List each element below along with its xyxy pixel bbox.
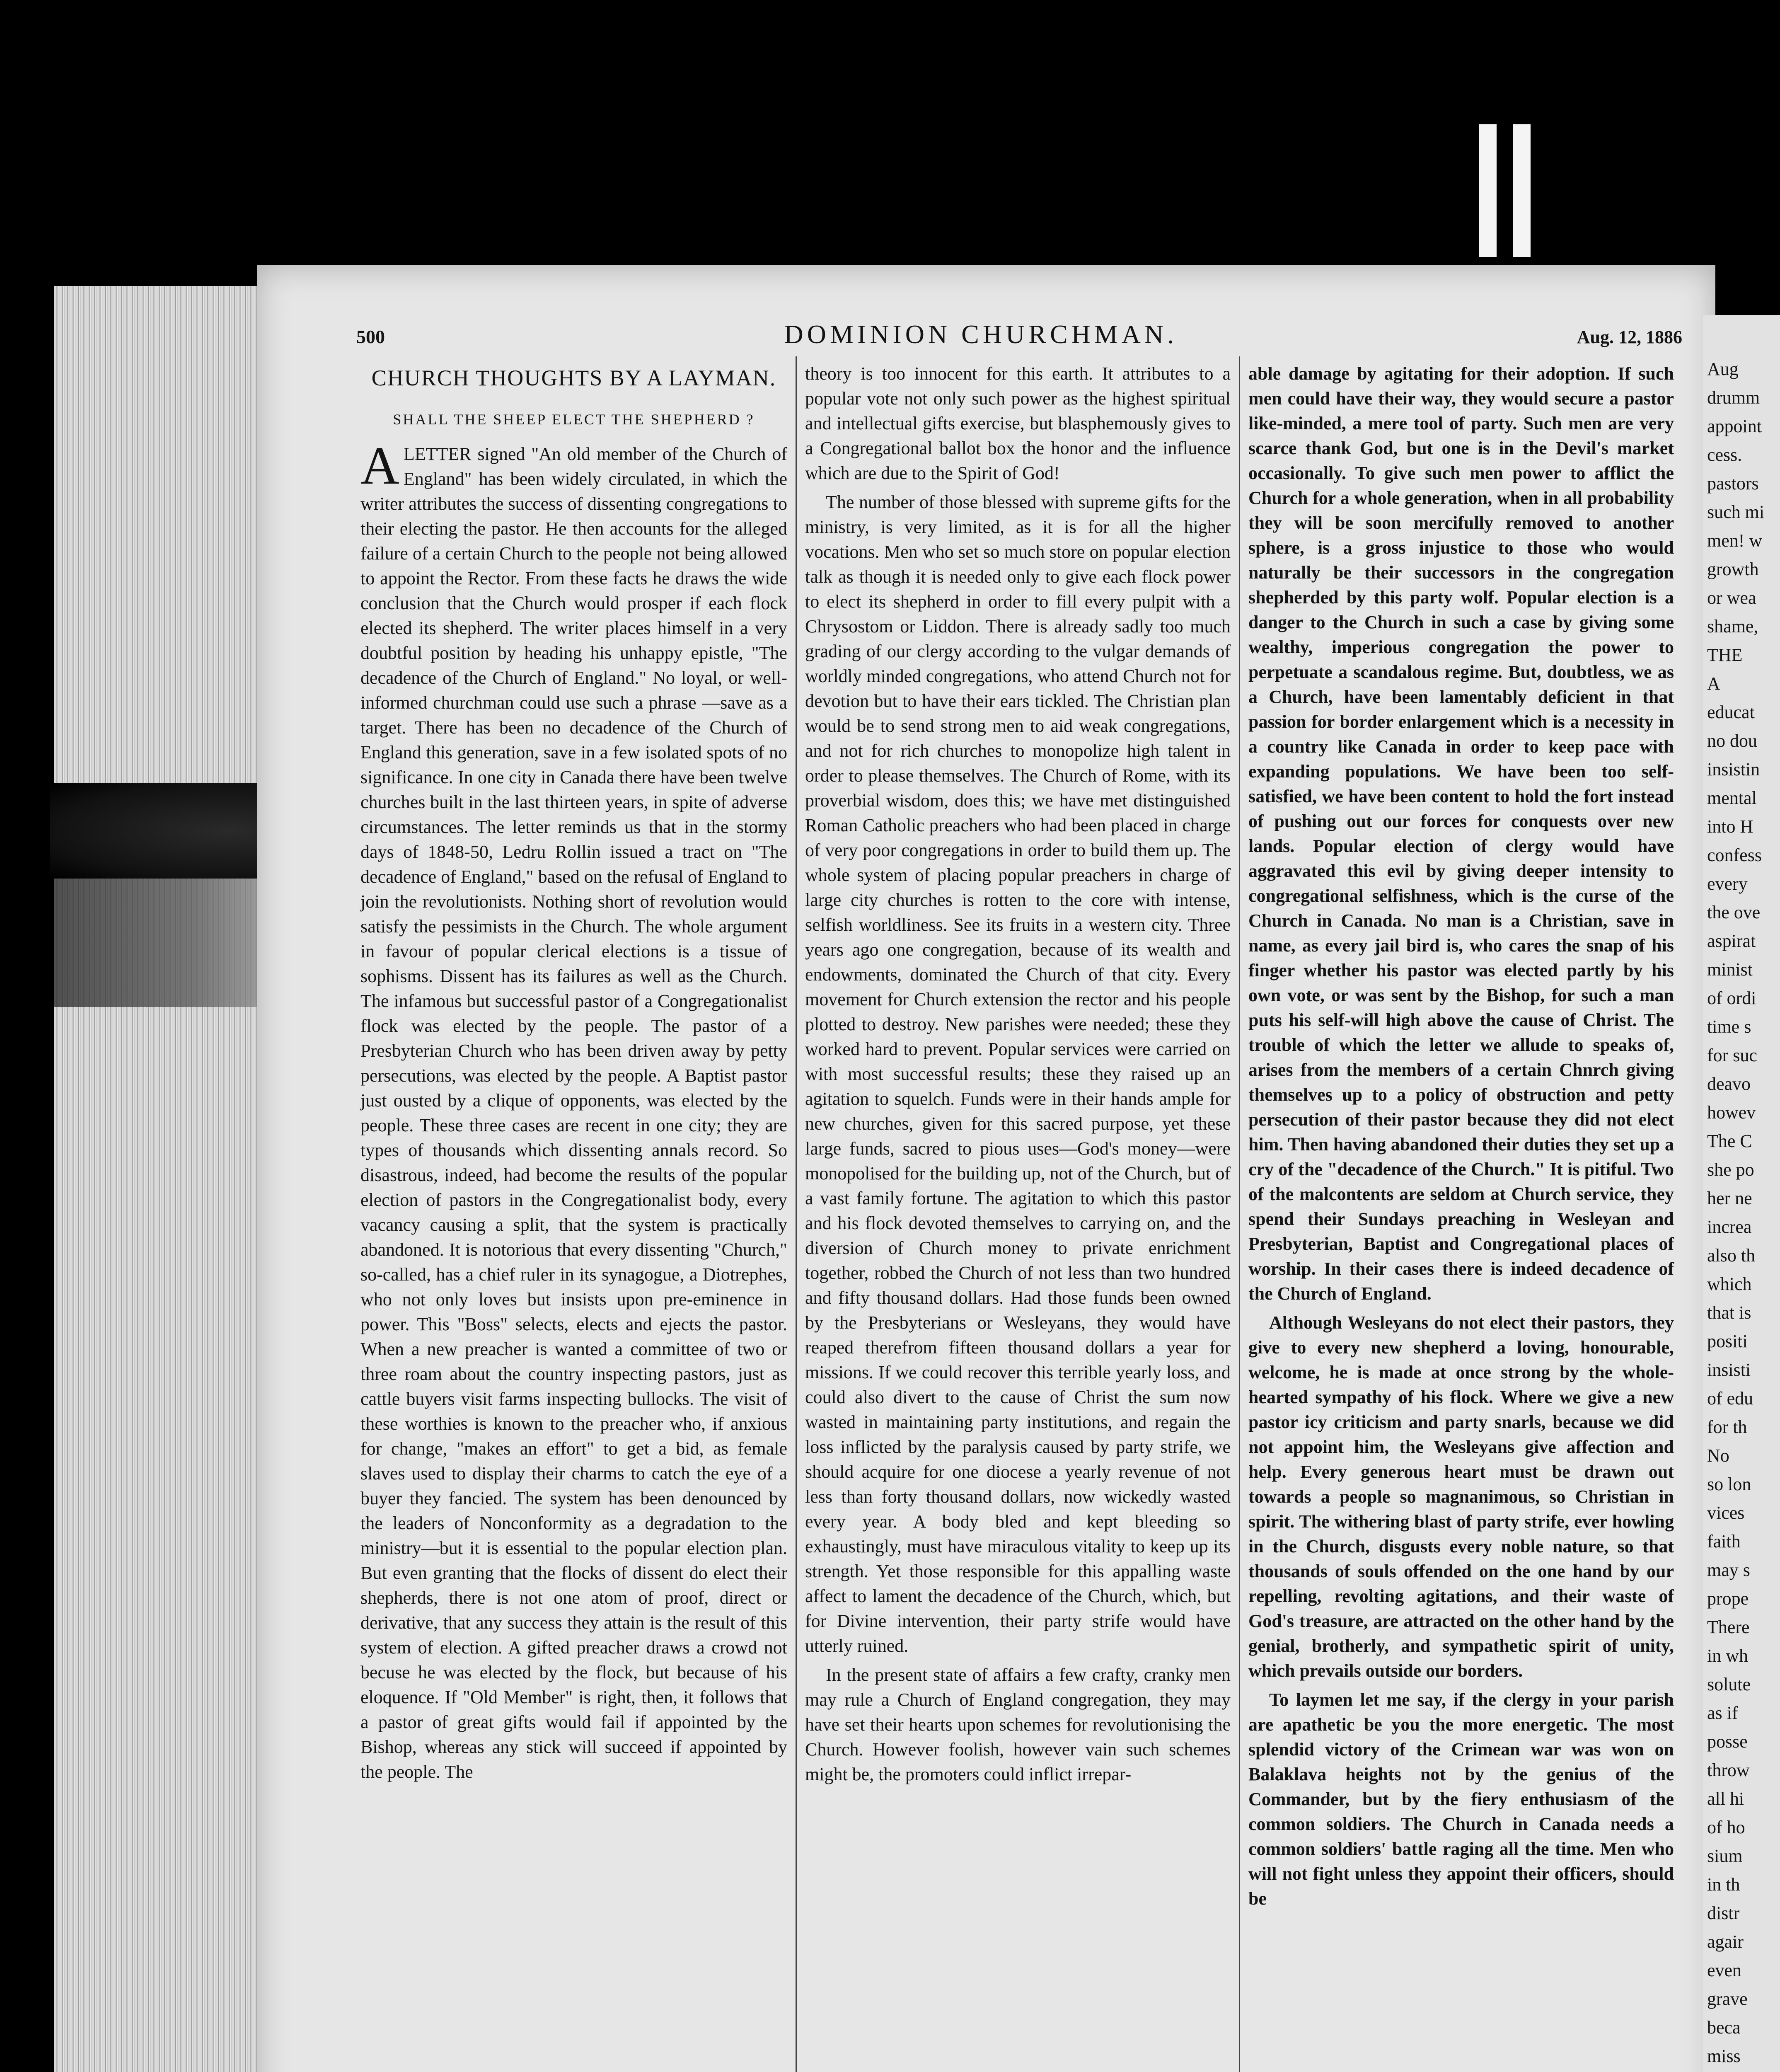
facing-page-edge	[1703, 315, 1780, 2072]
facing-page-fragment: Aug	[1707, 359, 1739, 379]
facing-page-fragment: confess	[1707, 845, 1762, 865]
facing-page-fragment: A	[1707, 673, 1720, 694]
facing-page-fragment: that is	[1707, 1302, 1751, 1323]
facing-page-fragment: distr	[1707, 1903, 1740, 1923]
facing-page-fragment: howev	[1707, 1102, 1756, 1123]
facing-page-fragment: vices	[1707, 1503, 1745, 1523]
facing-page-fragment: deavo	[1707, 1074, 1751, 1094]
facing-page-fragment: so lon	[1707, 1474, 1751, 1494]
facing-page-fragment: positi	[1707, 1331, 1748, 1351]
facing-page-fragment: insistin	[1707, 759, 1760, 779]
page-number: 500	[356, 326, 385, 347]
facing-page-fragment: in th	[1707, 1874, 1740, 1895]
facing-page-fragment: also th	[1707, 1245, 1756, 1266]
article-columns	[352, 356, 1684, 2072]
facing-page-fragment: miss	[1707, 2046, 1741, 2066]
book-page-edges	[54, 286, 269, 2072]
facing-page-fragment: men! w	[1707, 530, 1763, 551]
facing-page-fragment: minist	[1707, 959, 1753, 980]
running-head	[356, 319, 1682, 352]
facing-page-fragment: solute	[1707, 1674, 1751, 1694]
article-title: CHURCH THOUGHTS BY A LAYMAN.	[371, 366, 776, 390]
facing-page-fragment: increa	[1707, 1217, 1752, 1237]
facing-page-fragment: every	[1707, 874, 1748, 894]
facing-page-fragment: educat	[1707, 702, 1755, 722]
facing-page-fragment: of ordi	[1707, 988, 1756, 1008]
drop-cap: A	[360, 436, 399, 496]
paragraph: Although Wesleyans do not elect their pastors, they give to every new shepherd a loving, honourable, welcome, he is made at once strong by the whole-hearted sympathy of his flock. Where we give a new pastor icy criticism and party snarls, because we did not appoint him, the Wesleyans give affection and help. Every generous heart must be drawn out towards a people so magnanimous, so Christian in spirit. The withering blast of party strife, ever howling in the Church, disgusts every noble nature, so that thousands of souls offended on the one hand by our repelling, revolting agitations, and their waste of God's treasure, are attracted on the other hand by the genial, brotherly, and sympathetic spirit of unity, which prevails outside our borders.	[1248, 1312, 1674, 1681]
paragraph: The number of those blessed with supreme gifts for the ministry, is very limited, as it is for all the higher vocations. Men who set so much store on popular election talk as though it is needed only to give each flock power to elect its shepherd in order to fill every pulpit with a Chrysostom or Liddon. There is already sadly too much grading of our clergy according to the vulgar demands of worldly minded congregations, who attend Church not for devotion but to have their ears tickled. The Christian plan would be to send strong men to aid weak congregations, and not for rich churches to monopolize high talent in order to please themselves. The Church of Rome, with its proverbial wisdom, does this; we have met distinguished Roman Catholic preachers who had been placed in charge of very poor congregations in order to build them up. The whole system of placing popular preachers in charge of large city churches is rotten to the core with intense, selfish worldliness. See its fruits in a western city. Three years ago one congregation, because of its wealth and endowments, dominated the Church of that city. Every movement for Church extension the rector and his people plotted to destroy. New parishes were needed; these they worked hard to prevent. Popular services were carried on with most successful results; these they raised up an agitation to squelch. Funds were in their hands ample for new churches, given for this sacred purpose, yet these large funds, sacred to pious uses—God's money—were monopolised for the building up, not of the Church, but of a vast family fortune. The agitation to which this pastor and his flock devoted themselves to carrying on, and the diversion of Church money to private enrichment together, robbed the Church of not less than two hundred and fifty thousand dollars. Had those funds been owned by the Presbyterians or Wesleyans, they would have reaped therefrom fifteen thousand dollars a year for missions. If we could recover this terrible yearly loss, and could also divert to the cause of Christ the sum now wasted in maintaining party institutions, and regain the loss inflicted by the paralysis caused by party strife, we should acquire for one diocese a yearly revenue of not less than forty thousand dollars, now wickedly wasted every year. A body bled and kept bleeding so exhaustingly, must have miraculous vitality to keep up its strength. Yet those responsible for this appalling waste affect to lament the decadence of the Church, which, but for Divine intervention, their party strife would have utterly ruined.	[805, 492, 1231, 1656]
facing-page-fragment: no dou	[1707, 731, 1757, 751]
scanner-marker-top	[1479, 124, 1537, 257]
facing-page-fragment: agair	[1707, 1932, 1744, 1952]
facing-page-fragment: of edu	[1707, 1388, 1753, 1409]
facing-page-fragment: drumm	[1707, 387, 1760, 408]
paragraph: ALETTER signed "An old member of the Church of England" has been widely circulated, in which the writer attributes the success of dissenting congregations to their electing the pastor. He then accounts for the alleged failure of a certain Church to the people not being allowed to appoint the Rector. From these facts he draws the wide conclusion that the Church would prosper if each flock elected its shepherd. The writer places himself in a very doubtful position by heading his unhappy epistle, "The decadence of the Church of England." No loyal, or well-informed churchman could use such a phrase —save as a target. There has been no decadence of the Church of England this generation, save in a few isolated spots of no significance. In one city in Canada there have been twelve churches built in the last thirteen years, in spite of adverse circumstances. The letter reminds us that in the stormy days of 1848-50, Ledru Rollin issued a tract on "The decadence of England," based on the refusal of England to join the revolutionists. Nothing short of revolution would satisfy the pessimists in the Church. The whole argument in favour of popular clerical elections is a tissue of sophisms. Dissent has its failures as well as the Church. The infamous but successful pastor of a Congregationalist flock was elected by the people. The pastor of a Presbyterian Church who has been driven away by petty persecutions, was elected by the people. A Baptist pastor just ousted by a clique of opponents, was elected by the people. These three cases are recent in one city; they are types of thousands which dissenting annals record. So disastrous, indeed, had become the results of the popular election of pastors in the Congregationalist body, every vacancy causing a split, that the system is practically abandoned. It is notorious that every dissenting "Church," so-called, has a chief ruler in its synagogue, a Diotrephes, who not only loves but insists upon pre-eminence in power. This "Boss" selects, elects and ejects the pastor. When a new preacher is wanted a committee of two or three roam about the country inspecting pastors, just as cattle buyers visit farms inspecting bullocks. The visit of these worthies is known to the preacher who, if anxious for change, "makes an effort" to get a bid, as female slaves used to display their charms to catch the eye of a buyer they fancied. The system has been denounced by the leaders of Nonconformity as a degradation to the ministry—but it is essential to the popular election plan. But even granting that the flocks of dissent do elect their shepherds, there is not one atom of proof, direct or derivative, that any success they attain is the result of this system of election. A gifted preacher draws a crowd not becuse he was elected by the flock, but because of his eloquence. If "Old Member" is right, then, it follows that a pastor of great gifts would fail if appointed by the Bishop, whereas any stick will succeed if appointed by the people. The	[360, 436, 787, 1782]
facing-page-fragment: growth	[1707, 559, 1759, 579]
paragraph: theory is too innocent for this earth. It attributes to a popular vote not only such power as the highest spiritual and intellectual gifts exercise, but blasphemously gives to a Congregational ballot box the honor and the influence which are due to the Spirit of God!	[805, 363, 1231, 483]
facing-page-fragment: even	[1707, 1960, 1742, 1980]
facing-page-fragment: insisti	[1707, 1360, 1751, 1380]
facing-page-fragment: for th	[1707, 1417, 1747, 1437]
facing-page-fragment: shame,	[1707, 616, 1758, 637]
facing-page-fragment: aspirat	[1707, 931, 1756, 951]
paragraph: In the present state of affairs a few crafty, cranky men may rule a Church of England congregation, they may have set their hearts upon schemes for revolutionising the Church. However foolish, however vain such schemes might be, the promoters could inflict irrepar-	[805, 1665, 1231, 1784]
facing-page-fragment: time s	[1707, 1017, 1751, 1037]
facing-page-fragment: the ove	[1707, 902, 1761, 922]
facing-page-fragment: sium	[1707, 1846, 1743, 1866]
facing-page-fragment: her ne	[1707, 1188, 1752, 1208]
facing-page-fragment: appoint	[1707, 416, 1762, 436]
facing-page-fragment: all hi	[1707, 1789, 1744, 1809]
facing-page-fragment: cess.	[1707, 445, 1742, 465]
facing-page-fragment: No	[1707, 1445, 1729, 1466]
facing-page-fragment: may s	[1707, 1560, 1750, 1580]
paragraph: able damage by agitating for their adoption. If such men could have their way, they would secure a pastor like-minded, a mere tool of party. Such men are very scarce thank God, but one is in the Devil's market occasionally. To give such men power to afflict the Church for a whole generation, when in all probability they will be soon mercifully removed to another sphere, is a gross injustice to those who would naturally be their successors in the congregation shepherded by this party wolf. Popular election is a danger to the Church in such a case by giving some wealthy, imperious congregation the power to perpetuate a scandalous regime. But, doubtless, we as a Church, have been lamentably deficient in that passion for border enlargement which is a necessity in a country like Canada in order to keep pace with expanding populations. We have been too self-satisfied, we have been content to hold the fort instead of pushing out our forces for conquests over new lands. Popular election of clergy would have aggravated this evil by giving deeper intensity to congregational selfishness, which is the curse of the Church in Canada. No man is a Christian, save in name, as every jail bird is, who cares the snap of his finger whether his pastor was elected partly by his own vote, or was sent by the Bishop, for such a man puts his self-will high above the cause of Christ. The trouble of which the letter we allude to speaks of, arises from the members of a certain Chnrch giving themselves up to a policy of obstruction and petty persecution of their pastor because they did not elect him. Then having abandoned their duties they set up a cry of the "decadence of the Church." It is pitiful. Two of the malcontents are seldom at Church service, they spend their Sundays preaching in Wesleyan and Presbyterian, Baptist and Congregational places of worship. In their cases there is indeed decadence of the Church of England.	[1248, 363, 1674, 1304]
facing-page-fragment: or wea	[1707, 588, 1756, 608]
facing-page-fragment: faith	[1707, 1531, 1741, 1552]
issue-date: Aug. 12, 1886	[1577, 327, 1682, 347]
facing-page-fragment: throw	[1707, 1760, 1750, 1780]
facing-page-fragment: posse	[1707, 1731, 1748, 1752]
facing-page-fragment: prope	[1707, 1588, 1749, 1609]
facing-page-fragment: for suc	[1707, 1045, 1757, 1065]
facing-page-fragment: THE	[1707, 645, 1743, 665]
column-2	[796, 356, 1239, 2072]
facing-page-fragment: into H	[1707, 816, 1753, 837]
facing-page-fragment: pastors	[1707, 473, 1759, 494]
column-1	[352, 356, 796, 2072]
facing-page-fragment: mental	[1707, 788, 1757, 808]
column-3	[1239, 356, 1682, 2072]
facing-page-fragment: beca	[1707, 2017, 1741, 2038]
facing-page-fragment: There	[1707, 1617, 1750, 1637]
facing-page-fragment: which	[1707, 1274, 1752, 1294]
facing-page-fragment: she po	[1707, 1159, 1754, 1180]
facing-page-fragment: grave	[1707, 1989, 1748, 2009]
facing-page-fragment: such mi	[1707, 502, 1765, 522]
facing-page-fragment: The C	[1707, 1131, 1752, 1151]
facing-page-fragment: of ho	[1707, 1817, 1745, 1837]
facing-page-fragment: as if	[1707, 1703, 1738, 1723]
article-subtitle: SHALL THE SHEEP ELECT THE SHEPHERD ?	[393, 411, 755, 428]
paragraph: To laymen let me say, if the clergy in your parish are apathetic be you the more energetic. The most splendid victory of the Crimean war was won on Balaklava heights not by the genius of the Commander, but by the fiery enthusiasm of the common soldiers. The Church in Canada needs a common soldiers' battle raging all the time. Men who will not fight unless they appoint their officers, should be	[1248, 1690, 1674, 1909]
facing-page-fragment: in wh	[1707, 1646, 1748, 1666]
publication-title: DOMINION CHURCHMAN.	[784, 320, 1178, 349]
